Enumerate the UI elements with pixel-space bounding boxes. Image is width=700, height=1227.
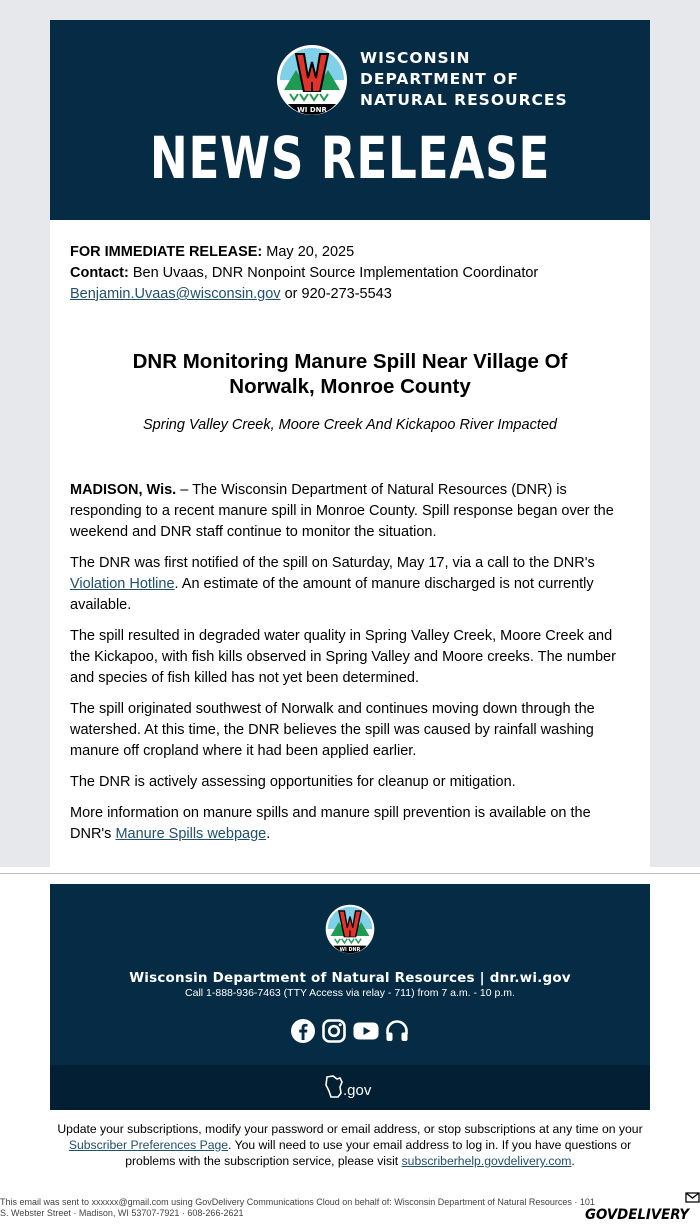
contact-email-link[interactable]: Benjamin.Uvaas@wisconsin.gov [70, 286, 281, 302]
header-banner [50, 20, 650, 220]
footer [50, 884, 650, 1110]
paragraph-6-text-b: . [266, 826, 271, 842]
fine-print: This email was sent to xxxxxx@gmail.com using GovDelivery Communications Cloud on behalf of: Wisconsin Department of Natural Resources · 101 S. Webster Street · Madison, WI 53707-7921 · 608-266-2621 [0, 1197, 595, 1218]
footer-dnr-logo[interactable] [325, 904, 375, 954]
subscriber-help-link[interactable]: subscriberhelp.govdelivery.com [401, 1154, 572, 1168]
footer-call-info: Call 1-888-936-7463 (TTY Access via relay - 711) from 7 a.m. - 10 p.m. [185, 987, 515, 999]
dnr-logo[interactable] [276, 44, 348, 116]
govdelivery-logo[interactable] [585, 1192, 700, 1222]
footer-bottom-bar [50, 1065, 650, 1110]
email-body [50, 220, 650, 885]
subscription-text-c: . [571, 1154, 575, 1168]
facebook-icon[interactable] [290, 1018, 316, 1044]
section-divider [0, 873, 700, 874]
wigov-text: .gov [343, 1082, 372, 1099]
wisconsin-gov-logo[interactable] [323, 1073, 379, 1101]
subscription-text-a: Update your subscriptions, modify your password or email address, or stop subscriptions at any time on your [57, 1122, 643, 1136]
org-name [360, 48, 568, 111]
contact-label: Contact: [70, 265, 129, 281]
article-subhead: Spring Valley Creek, Moore Creek And Kickapoo River Impacted [143, 417, 557, 433]
envelope-icon [686, 1193, 699, 1202]
paragraph-2 [70, 553, 630, 616]
contact-name: Ben Uvaas, DNR Nonpoint Source Implementation Coordinator [128, 265, 539, 281]
manure-spills-link[interactable]: Manure Spills webpage [115, 826, 267, 842]
org-line-3: NATURAL RESOURCES [360, 91, 568, 109]
violation-hotline-link[interactable]: Violation Hotline [70, 576, 175, 592]
paragraph-1-text: – The Wisconsin Department of Natural Resources (DNR) is responding to a recent manure spill in Monroe County. Spill response began over the weekend and DNR staff continue to monitor the situation. [70, 482, 614, 540]
youtube-icon[interactable] [353, 1018, 379, 1044]
footer-org-name: Wisconsin Department of Natural Resources | dnr.wi.gov [129, 970, 571, 986]
subscriber-preferences-link[interactable]: Subscriber Preferences Page [68, 1138, 229, 1152]
dateline: MADISON, Wis. [70, 482, 177, 498]
footer-logo-label: WI DNR [339, 947, 361, 954]
paragraph-2-text-b: . An estimate of the amount of manure discharged is not currently available. [70, 576, 594, 613]
subscription-text-b: . You will need to use your email address to log in. If you have questions or problems with the subscription service, please visit [125, 1138, 632, 1168]
paragraph-4: The spill originated southwest of Norwalk and continues moving down through the watershed. At this time, the DNR believes the spill was caused by rainfall washing manure off cropland where it had been applied earlier. [70, 701, 595, 759]
govdelivery-text: GOVDELIVERY [585, 1207, 691, 1222]
paragraph-3: The spill resulted in degraded water quality in Spring Valley Creek, Moore Creek and the Kickapoo, with fish kills observed in Spring Valley and Moore creeks. The number and species of fish killed has not yet been determined. [70, 628, 616, 686]
org-line-1: WISCONSIN [360, 49, 471, 67]
contact-phone: or 920-273-5543 [280, 286, 392, 302]
article-headline: DNR Monitoring Manure Spill Near Village Of Norwalk, Monroe County [132, 350, 568, 398]
subscription-notice [55, 1121, 645, 1169]
org-line-2: DEPARTMENT OF [360, 70, 519, 88]
podcast-icon[interactable] [384, 1018, 410, 1044]
instagram-icon[interactable] [321, 1018, 347, 1044]
immediate-label: FOR IMMEDIATE RELEASE: [70, 244, 263, 260]
email-container [50, 20, 650, 885]
logo-label: WI DNR [297, 106, 327, 114]
paragraph-5: The DNR is actively assessing opportunities for cleanup or mitigation. [70, 774, 516, 790]
paragraph-1 [70, 480, 630, 543]
release-meta [70, 242, 630, 305]
paragraph-6-text-a: More information on manure spills and manure spill prevention is available on the DNR's [70, 805, 591, 842]
news-release-title: NEWS RELEASE [149, 124, 551, 192]
paragraph-6 [70, 803, 630, 845]
wisconsin-state-icon [326, 1076, 342, 1097]
social-links [290, 1017, 410, 1045]
paragraph-2-text-a: The DNR was first notified of the spill on Saturday, May 17, via a call to the DNR's [70, 555, 595, 571]
release-date: May 20, 2025 [262, 244, 355, 260]
